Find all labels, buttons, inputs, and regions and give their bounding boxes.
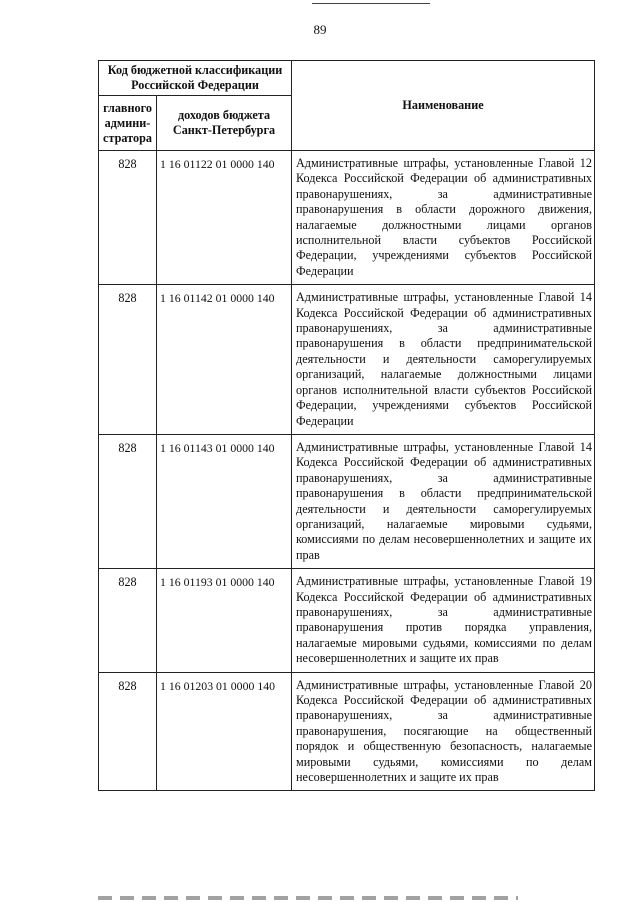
page-number: 89 xyxy=(313,22,327,37)
table-row xyxy=(99,151,595,285)
revenue-code-cell: 1 16 01142 01 0000 140 xyxy=(157,285,292,435)
admin-code-cell: 828 xyxy=(99,434,157,568)
name-cell: Административные штрафы, установленные Главой 14 Кодекса Российской Федерации об административных правонарушениях, за административные правонарушения в области предпринимательской деятельности и деятельности саморегулируемых организаций, налагаемые мировыми судьями, комиссиями по делам несовершеннолетних и защите их прав xyxy=(292,434,595,568)
header-revenue-code: доходов бюджета Санкт-Петербурга xyxy=(157,96,292,151)
table-row xyxy=(99,569,595,672)
table-row xyxy=(99,672,595,791)
revenue-code-cell: 1 16 01203 01 0000 140 xyxy=(157,672,292,791)
name-cell: Административные штрафы, установленные Главой 12 Кодекса Российской Федерации об административных правонарушениях, за административные правонарушения в области дорожного движения, налагаемые должностными лицами органов исполнительной власти субъектов Российской Федерации, учреждениями субъектов Российской Федерации xyxy=(292,151,595,285)
top-rule xyxy=(312,3,430,4)
budget-classification-table xyxy=(98,60,595,791)
header-classification-code: Код бюджетной классификации Российской Федерации xyxy=(99,61,292,96)
name-cell: Административные штрафы, установленные Главой 14 Кодекса Российской Федерации об административных правонарушениях, за административные правонарушения в области предпринимательской деятельности и деятельности саморегулируемых организаций, налагаемые должностными лицами органов исполнительной власти субъектов Российской Федерации, учреждениями субъектов Российской Федерации xyxy=(292,285,595,435)
admin-code-cell: 828 xyxy=(99,672,157,791)
header-main-administrator: главного админи-стратора xyxy=(99,96,157,151)
table-body xyxy=(99,151,595,791)
table-row xyxy=(99,285,595,435)
footer-scan-marks xyxy=(98,896,518,900)
revenue-code-cell: 1 16 01143 01 0000 140 xyxy=(157,434,292,568)
revenue-code-cell: 1 16 01193 01 0000 140 xyxy=(157,569,292,672)
name-cell: Административные штрафы, установленные Главой 19 Кодекса Российской Федерации об административных правонарушениях, за административные правонарушения против порядка управления, налагаемые мировыми судьями, комиссиями по делам несовершеннолетних и защите их прав xyxy=(292,569,595,672)
revenue-code-cell: 1 16 01122 01 0000 140 xyxy=(157,151,292,285)
table-row xyxy=(99,434,595,568)
admin-code-cell: 828 xyxy=(99,285,157,435)
admin-code-cell: 828 xyxy=(99,569,157,672)
header-name: Наименование xyxy=(292,61,595,151)
name-cell: Административные штрафы, установленные Главой 20 Кодекса Российской Федерации об административных правонарушениях, за административные правонарушения, посягающие на общественный порядок и общественную безопасность, налагаемые мировыми судьями, комиссиями по делам несовершеннолетних и защите их прав xyxy=(292,672,595,791)
admin-code-cell: 828 xyxy=(99,151,157,285)
